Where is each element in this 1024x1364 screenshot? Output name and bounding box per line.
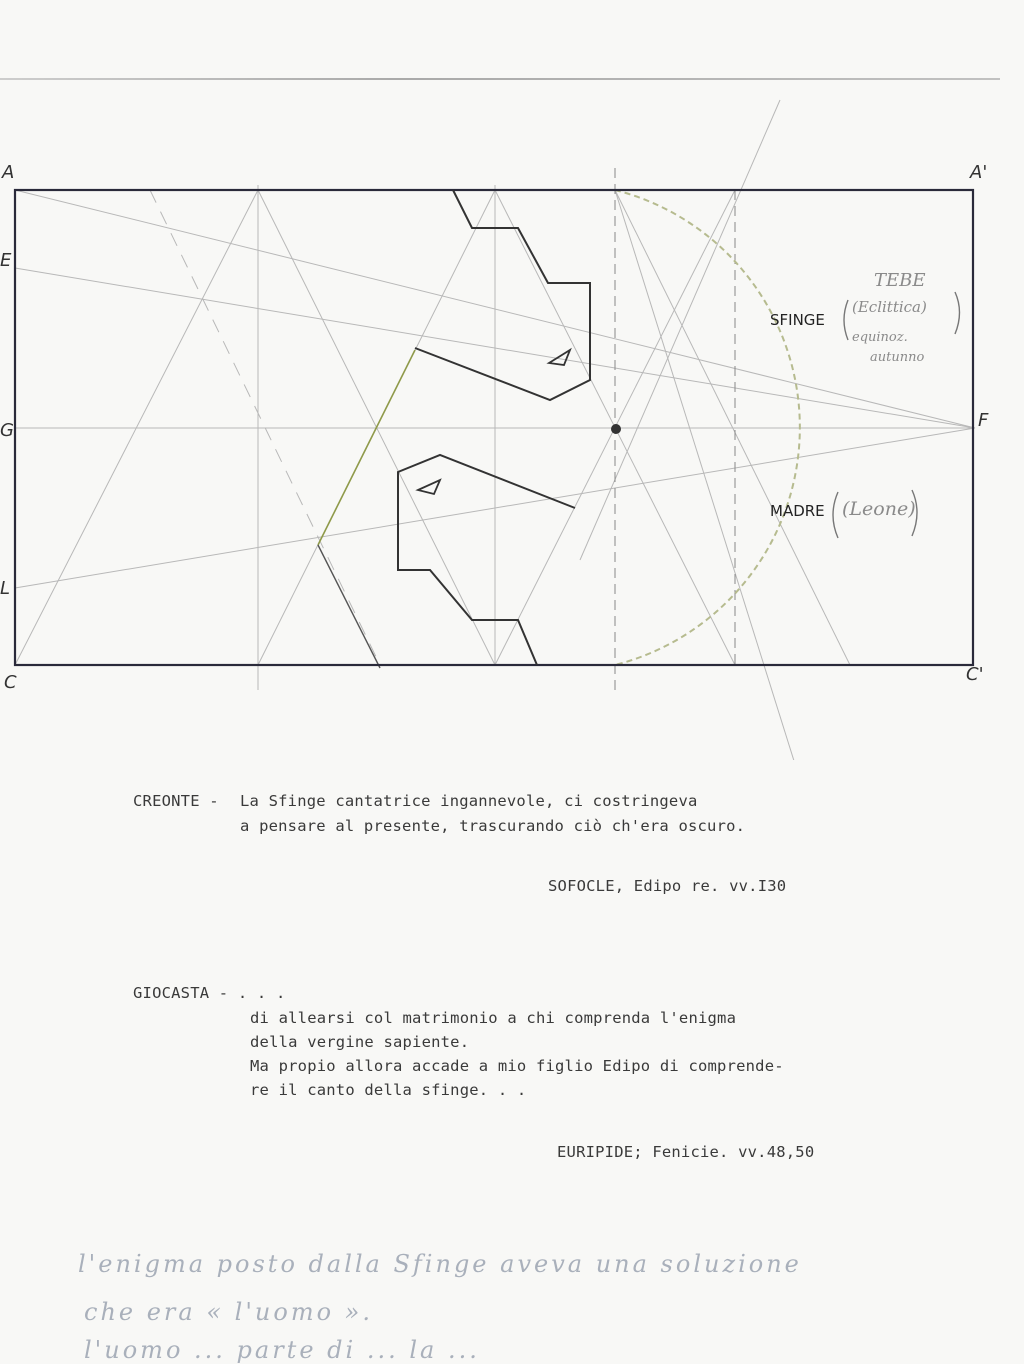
center-point	[611, 424, 621, 434]
pencil-note-sfinge: (Eclittica)	[852, 298, 927, 316]
diag-upper	[580, 100, 780, 560]
construction-lines	[15, 100, 975, 760]
quote-giocasta-line3: Ma propio allora accade a mio figlio Edipo di comprende-	[250, 1057, 784, 1075]
quote-giocasta-line2: della vergine sapiente.	[250, 1033, 470, 1051]
quote-giocasta-source: EURIPIDE; Fenicie. vv.48,50	[557, 1143, 815, 1161]
long-diag	[615, 190, 800, 760]
label-sfinge: SFINGE	[770, 311, 825, 329]
pencil-note-equinozio: equinoz.	[852, 330, 908, 345]
madre-bracket-left	[833, 492, 838, 538]
point-C: C	[4, 672, 17, 693]
point-C-prime: C'	[966, 664, 984, 685]
pencil-note-autunno: autunno	[870, 350, 925, 365]
point-L: L	[0, 578, 11, 599]
quote-giocasta-speaker: GIOCASTA - . . .	[133, 984, 286, 1002]
point-F: F	[978, 410, 989, 431]
point-A-prime: A'	[970, 162, 988, 183]
point-G: G	[0, 420, 14, 441]
green-line	[318, 350, 415, 545]
quote-creonte-line2: a pensare al presente, trascurando ciò ch'era oscuro.	[240, 817, 746, 835]
quote-creonte-source: SOFOCLE, Edipo re. vv.I30	[548, 877, 787, 895]
sfinge-bracket-left	[844, 300, 848, 340]
quote-creonte-line1: La Sfinge cantatrice ingannevole, ci costringeva	[240, 792, 698, 810]
pencil-note-tebe: TEBE	[874, 270, 926, 291]
point-A: A	[2, 162, 15, 183]
handwritten-line2: che era « l'uomo ».	[84, 1298, 373, 1326]
label-madre: MADRE	[770, 502, 825, 520]
dark-diag	[318, 545, 380, 668]
handwritten-line3: l'uomo ... parte di ... la ...	[84, 1336, 480, 1364]
dashed-verticals	[615, 168, 973, 690]
point-E: E	[0, 250, 12, 271]
quote-giocasta-line4: re il canto della sfinge. . .	[250, 1081, 527, 1099]
quote-creonte-speaker: CREONTE -	[133, 792, 229, 810]
sfinge-upper-profile	[415, 190, 590, 400]
quote-giocasta-line1: di allearsi col matrimonio a chi comprenda l'enigma	[250, 1009, 737, 1027]
eye-lower	[418, 480, 440, 494]
pencil-note-madre: (Leone)	[842, 498, 916, 520]
sfinge-bracket-right	[955, 292, 960, 334]
handwritten-line1: l'enigma posto dalla Sfinge aveva una soluzione	[78, 1250, 802, 1278]
